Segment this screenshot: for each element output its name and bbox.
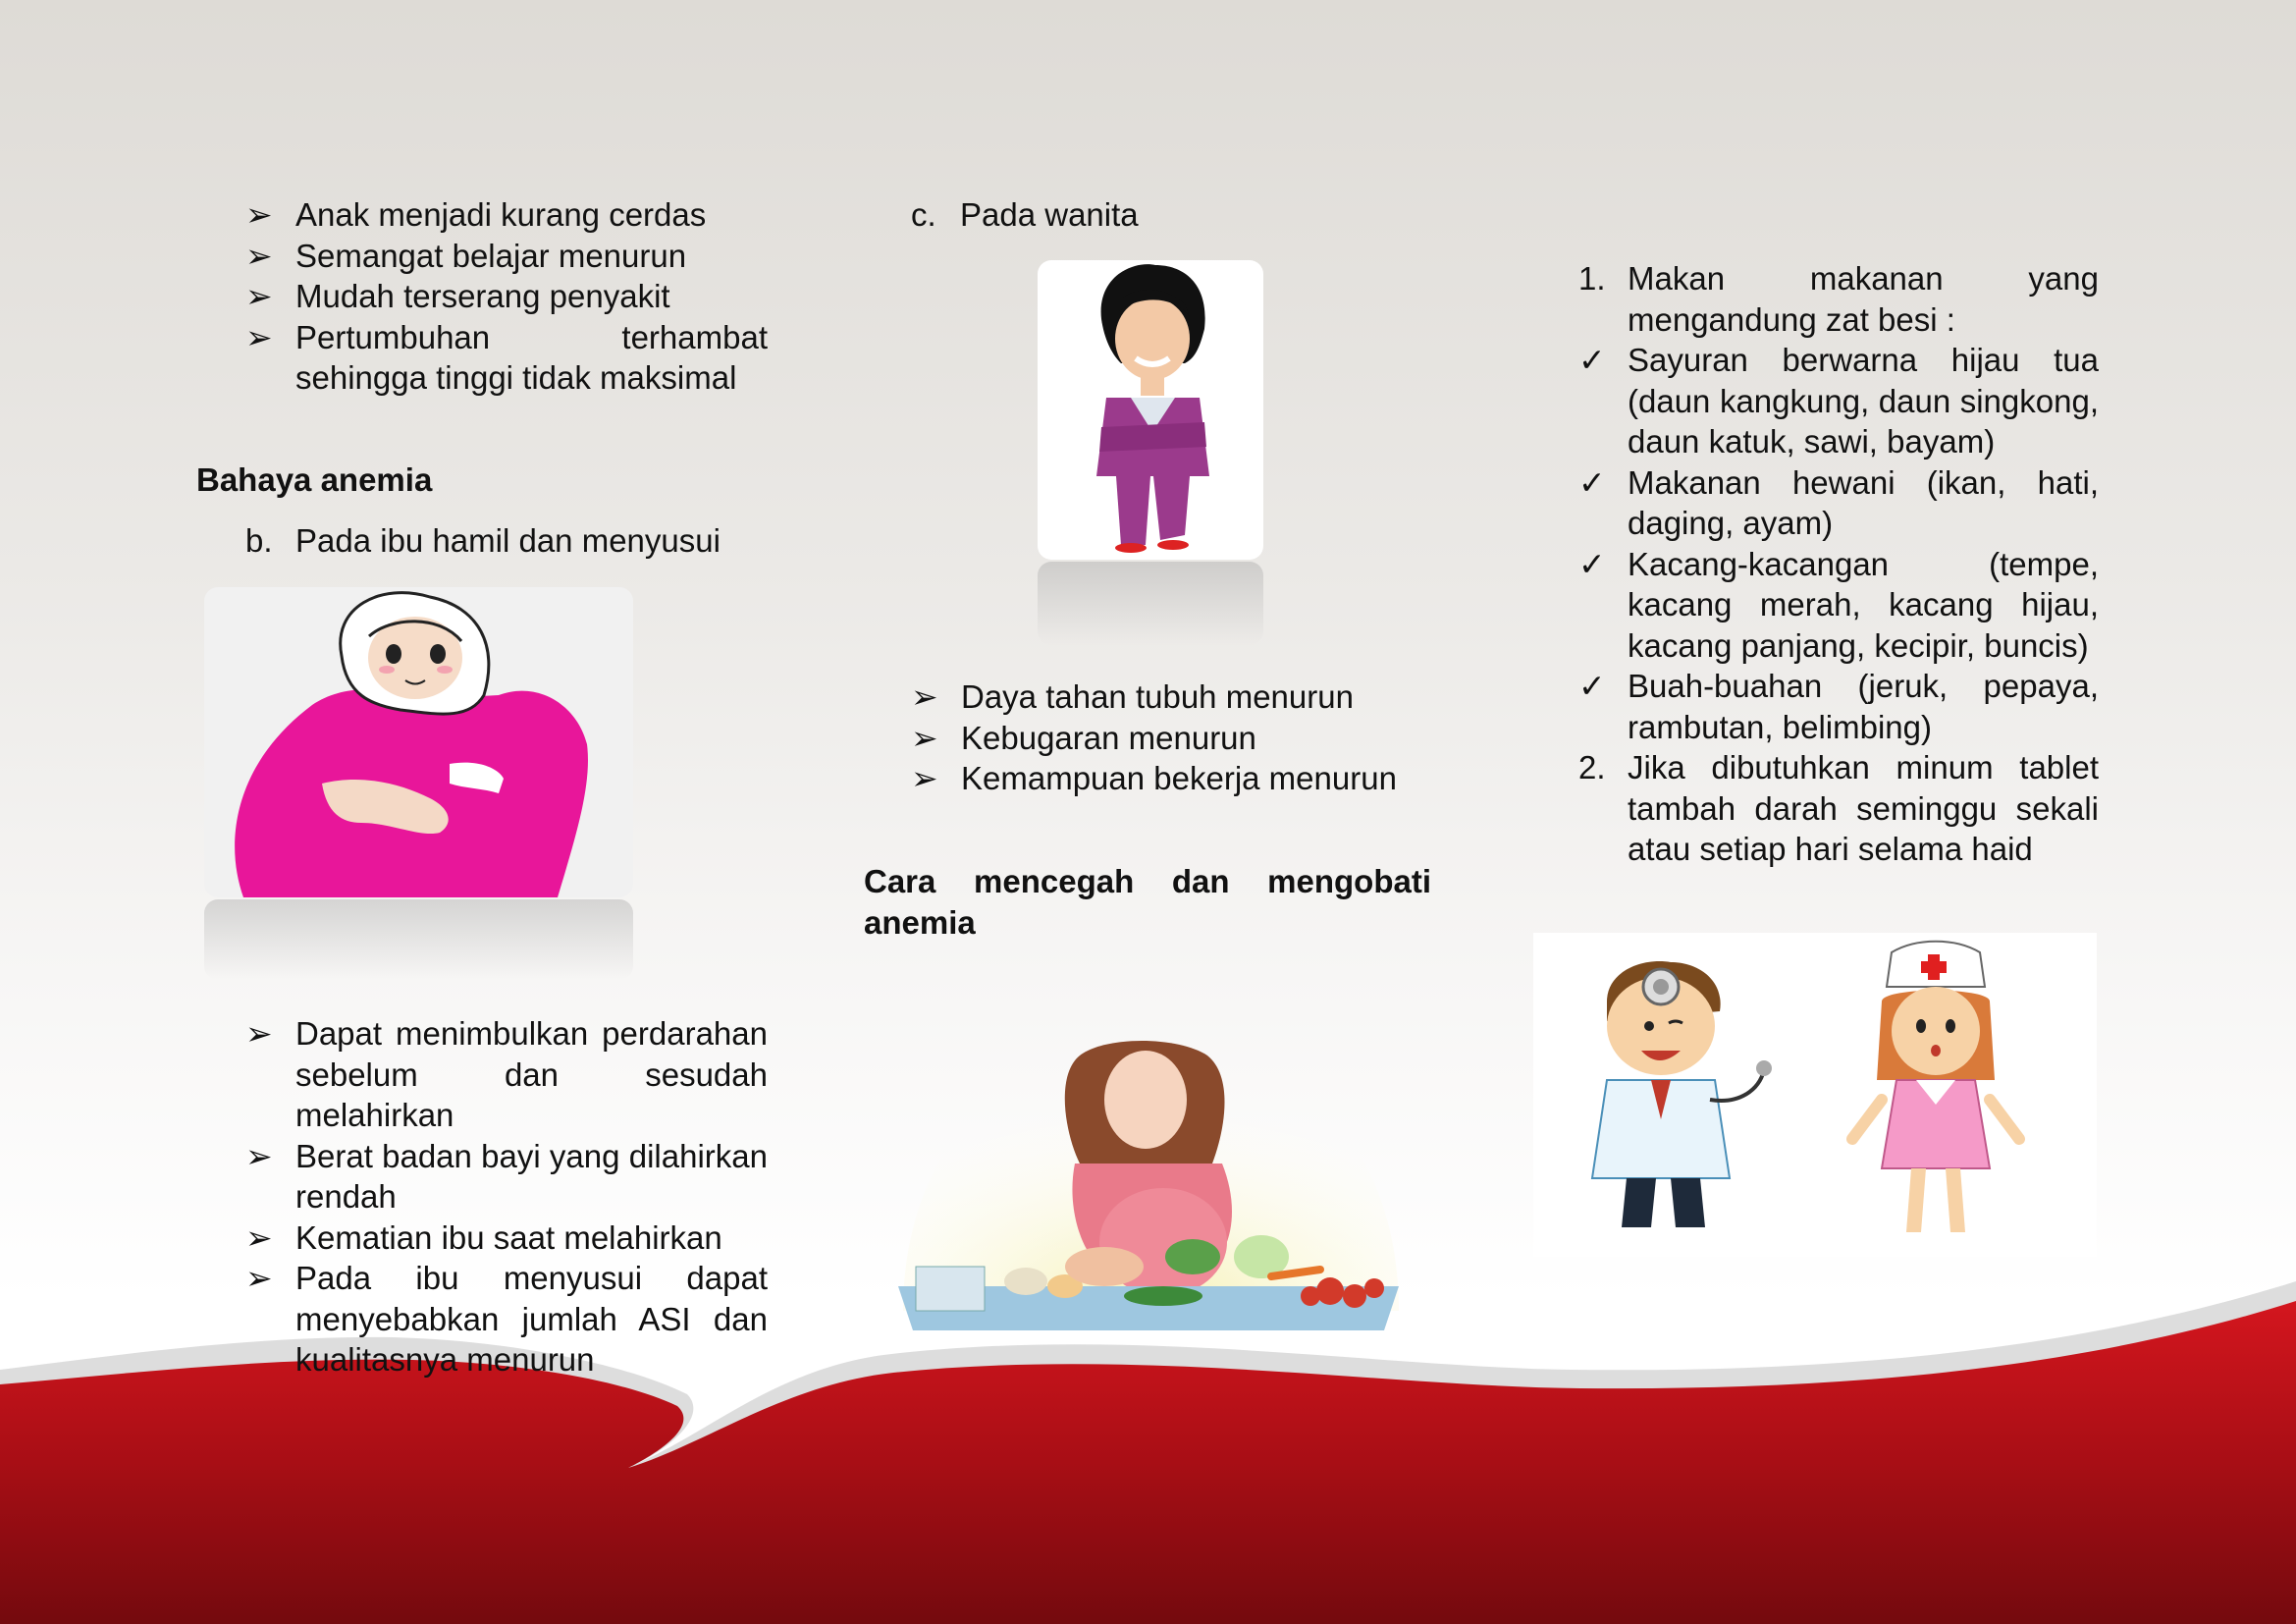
list-marker: b. xyxy=(245,522,273,559)
effects-list-pregnant xyxy=(196,1013,768,1380)
arrowhead-bullet-icon: ➢ xyxy=(245,1218,273,1256)
list-item: ➢ Daya tahan tubuh menurun xyxy=(862,677,1433,718)
subheading-pregnant: b. Pada ibu hamil dan menyusui xyxy=(196,520,768,562)
list-marker: 1. xyxy=(1578,260,1606,297)
effects-list-children xyxy=(196,194,768,399)
list-item: ➢ Dapat menimbulkan perdarahan sebelum dan sesudah melahirkan xyxy=(245,1015,768,1133)
list-item: ➢ Pertumbuhan terhambat sehingga tinggi tidak maksimal xyxy=(245,318,768,396)
section-heading-bahaya: Bahaya anemia xyxy=(196,460,433,498)
arrowhead-bullet-icon: ➢ xyxy=(911,719,938,756)
subheading-women: c. Pada wanita xyxy=(862,194,1433,236)
list-item: ➢ Anak menjadi kurang cerdas xyxy=(196,194,768,236)
list-item: ➢ Kemampuan bekerja menurun xyxy=(862,758,1433,799)
checkmark-icon: ✓ xyxy=(1578,342,1606,378)
arrowhead-bullet-icon: ➢ xyxy=(245,1015,273,1052)
arrowhead-bullet-icon: ➢ xyxy=(245,318,273,355)
list-item: ➢ Pada ibu menyusui dapat menyebabkan jumlah ASI dan kualitasnya menurun xyxy=(245,1260,768,1378)
list-item: ➢ Mudah terserang penyakit xyxy=(196,276,768,317)
section-heading-prevention: Cara mencegah dan mengobati anemia xyxy=(864,863,1431,941)
list-item: ✓ Buah-buahan (jeruk, pepaya, rambutan, belimbing) xyxy=(1578,668,2099,745)
column-left xyxy=(196,194,768,562)
list-item: ✓ Sayuran berwarna hijau tua (daun kangkung, daun singkong, daun katuk, sawi, bayam) xyxy=(1578,342,2099,460)
column-left-bottom xyxy=(196,1013,768,1380)
list-item: ✓ Makanan hewani (ikan, hati, daging, ayam) xyxy=(1578,463,2099,541)
arrowhead-bullet-icon: ➢ xyxy=(245,278,273,314)
arrowhead-bullet-icon: ➢ xyxy=(245,1260,273,1296)
list-item: 1. Makan makanan yang mengandung zat besi : xyxy=(1578,260,2099,338)
checkmark-icon: ✓ xyxy=(1578,463,1606,501)
list-marker: 2. xyxy=(1578,749,1606,785)
pregnant-woman-food-image xyxy=(869,1016,1433,1384)
list-item: ➢ Kebugaran menurun xyxy=(862,718,1433,759)
checkmark-icon: ✓ xyxy=(1578,545,1606,582)
column-middle-list xyxy=(862,677,1433,799)
list-marker: c. xyxy=(911,196,936,233)
column-right xyxy=(1569,258,2099,870)
list-item: ➢ Semangat belajar menurun xyxy=(196,236,768,277)
checkmark-icon: ✓ xyxy=(1578,668,1606,704)
column-middle xyxy=(862,194,1433,236)
list-item: ➢ Kematian ibu saat melahirkan xyxy=(196,1218,768,1259)
arrowhead-bullet-icon: ➢ xyxy=(245,237,273,274)
image-reflection xyxy=(1038,562,1263,645)
image-reflection xyxy=(204,899,633,980)
arrowhead-bullet-icon: ➢ xyxy=(245,1137,273,1174)
list-item: ➢ Berat badan bayi yang dilahirkan rendah xyxy=(245,1137,768,1215)
arrowhead-bullet-icon: ➢ xyxy=(911,678,938,715)
prevention-list xyxy=(1569,258,2099,870)
effects-list-women xyxy=(862,677,1433,799)
pregnant-hijab-woman-image xyxy=(204,587,633,897)
arrowhead-bullet-icon: ➢ xyxy=(245,196,273,233)
list-item: 2. Jika dibutuhkan minum tablet tambah darah seminggu sekali atau setiap hari selama haid xyxy=(1578,749,2099,867)
doctor-nurse-image xyxy=(1533,933,2097,1257)
column-middle-heading xyxy=(864,861,1431,943)
list-item: ✓ Kacang-kacangan (tempe, kacang merah, kacang hijau, kacang panjang, kecipir, buncis) xyxy=(1578,545,2099,664)
woman-purple-suit-image xyxy=(1038,260,1263,560)
arrowhead-bullet-icon: ➢ xyxy=(911,760,938,796)
